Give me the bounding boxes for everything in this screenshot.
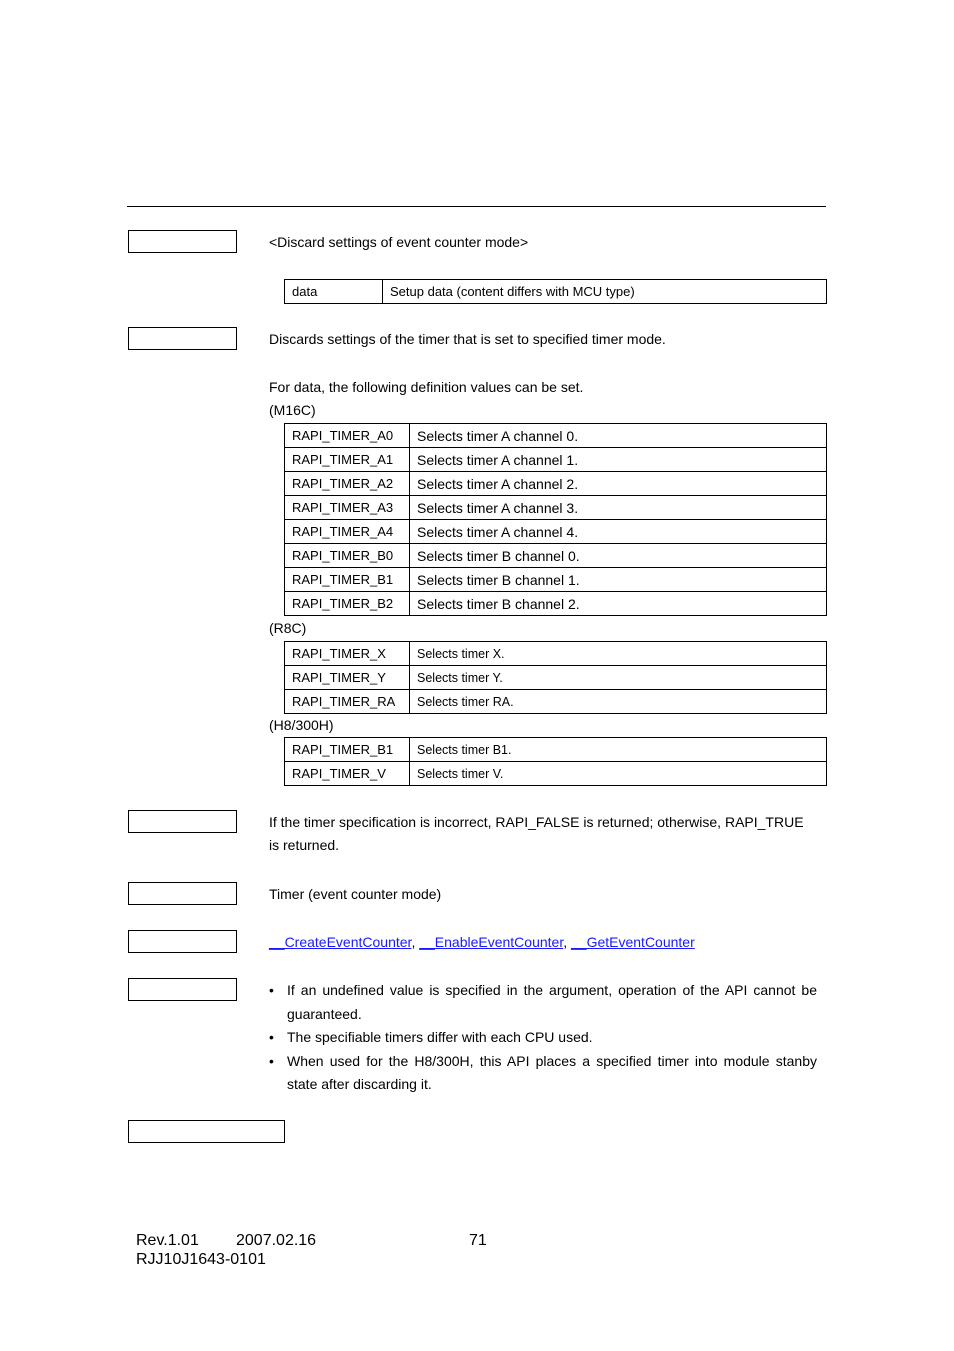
link-create-event-counter[interactable]: __CreateEventCounter bbox=[269, 934, 412, 950]
return-value-line1: If the timer specification is incorrect, RAPI_FALSE is returned; otherwise, RAPI_TRUE bbox=[269, 814, 804, 830]
def-desc: Selects timer V. bbox=[410, 762, 827, 786]
link-get-event-counter[interactable]: __GetEventCounter bbox=[571, 934, 695, 950]
notes-label-box bbox=[128, 978, 237, 1001]
separator: , bbox=[563, 934, 571, 950]
arguments-table bbox=[284, 279, 827, 304]
def-name: RAPI_TIMER_RA bbox=[285, 690, 410, 714]
def-desc: Selects timer RA. bbox=[410, 690, 827, 714]
bullet: • bbox=[269, 982, 274, 998]
arg-name: data bbox=[285, 280, 383, 304]
table-row bbox=[285, 642, 827, 666]
definition-table-m16c bbox=[284, 423, 827, 616]
def-desc: Selects timer B channel 0. bbox=[410, 544, 827, 568]
table-row bbox=[285, 568, 827, 592]
table-row bbox=[285, 738, 827, 762]
bullet: • bbox=[269, 1029, 274, 1045]
note-text: If an undefined value is specified in the argument, operation of the API cannot be guaranteed. bbox=[287, 982, 817, 1022]
table-row bbox=[285, 520, 827, 544]
def-desc: Selects timer A channel 2. bbox=[410, 472, 827, 496]
separator: , bbox=[411, 934, 420, 950]
footer-rev: Rev.1.01 bbox=[136, 1232, 199, 1249]
def-desc: Selects timer B channel 1. bbox=[410, 568, 827, 592]
link-enable-event-counter[interactable]: __EnableEventCounter bbox=[419, 934, 564, 950]
table-row bbox=[285, 592, 827, 616]
return-value-label-box bbox=[128, 810, 237, 833]
def-desc: Selects timer Y. bbox=[410, 666, 827, 690]
table-row bbox=[285, 424, 827, 448]
group-label-h8: (H8/300H) bbox=[269, 717, 334, 733]
header-rule bbox=[127, 206, 826, 207]
def-name: RAPI_TIMER_V bbox=[285, 762, 410, 786]
functionality-text: Timer (event counter mode) bbox=[269, 886, 442, 902]
table-row bbox=[285, 280, 827, 304]
table-row bbox=[285, 666, 827, 690]
syntax-label-box bbox=[128, 230, 237, 253]
return-value-line2: is returned. bbox=[269, 837, 340, 853]
def-desc: Selects timer B1. bbox=[410, 738, 827, 762]
def-name: RAPI_TIMER_A0 bbox=[285, 424, 410, 448]
def-name: RAPI_TIMER_X bbox=[285, 642, 410, 666]
footer-date: 2007.02.16 bbox=[236, 1232, 317, 1249]
def-name: RAPI_TIMER_B0 bbox=[285, 544, 410, 568]
description-label-box bbox=[128, 327, 237, 350]
list-item bbox=[269, 979, 817, 1026]
example-label-box bbox=[128, 1120, 285, 1143]
def-name: RAPI_TIMER_A4 bbox=[285, 520, 410, 544]
page-number: 71 bbox=[469, 1232, 487, 1249]
def-name: RAPI_TIMER_B2 bbox=[285, 592, 410, 616]
table-row bbox=[285, 690, 827, 714]
list-item bbox=[269, 1026, 817, 1050]
def-name: RAPI_TIMER_A3 bbox=[285, 496, 410, 520]
description-text: Discards settings of the timer that is set to specified timer mode. bbox=[269, 331, 666, 347]
def-desc: Selects timer A channel 1. bbox=[410, 448, 827, 472]
footer-doc-id: RJJ10J1643-0101 bbox=[136, 1251, 266, 1268]
notes-list bbox=[269, 979, 817, 1097]
table-row bbox=[285, 496, 827, 520]
syntax-text: <Discard settings of event counter mode> bbox=[269, 234, 529, 250]
def-name: RAPI_TIMER_Y bbox=[285, 666, 410, 690]
definition-intro: For data, the following definition values can be set. bbox=[269, 379, 584, 395]
functionality-label-box bbox=[128, 882, 237, 905]
arg-desc: Setup data (content differs with MCU type) bbox=[383, 280, 827, 304]
bullet: • bbox=[269, 1052, 274, 1069]
note-text: When used for the H8/300H, this API places a specified timer into module stanby state after discarding it. bbox=[287, 1052, 817, 1092]
note-text: The specifiable timers differ with each CPU used. bbox=[287, 1029, 593, 1045]
definition-table-h8 bbox=[284, 737, 827, 786]
definition-table-r8c bbox=[284, 641, 827, 714]
related-label-box bbox=[128, 930, 237, 953]
def-name: RAPI_TIMER_A1 bbox=[285, 448, 410, 472]
def-desc: Selects timer A channel 3. bbox=[410, 496, 827, 520]
def-desc: Selects timer A channel 4. bbox=[410, 520, 827, 544]
def-desc: Selects timer B channel 2. bbox=[410, 592, 827, 616]
group-label-m16c: (M16C) bbox=[269, 402, 316, 418]
related-links bbox=[269, 931, 695, 954]
list-item bbox=[269, 1050, 817, 1097]
table-row bbox=[285, 762, 827, 786]
table-row bbox=[285, 448, 827, 472]
def-name: RAPI_TIMER_A2 bbox=[285, 472, 410, 496]
def-desc: Selects timer X. bbox=[410, 642, 827, 666]
def-desc: Selects timer A channel 0. bbox=[410, 424, 827, 448]
def-name: RAPI_TIMER_B1 bbox=[285, 568, 410, 592]
group-label-r8c: (R8C) bbox=[269, 620, 307, 636]
table-row bbox=[285, 544, 827, 568]
def-name: RAPI_TIMER_B1 bbox=[285, 738, 410, 762]
table-row bbox=[285, 472, 827, 496]
